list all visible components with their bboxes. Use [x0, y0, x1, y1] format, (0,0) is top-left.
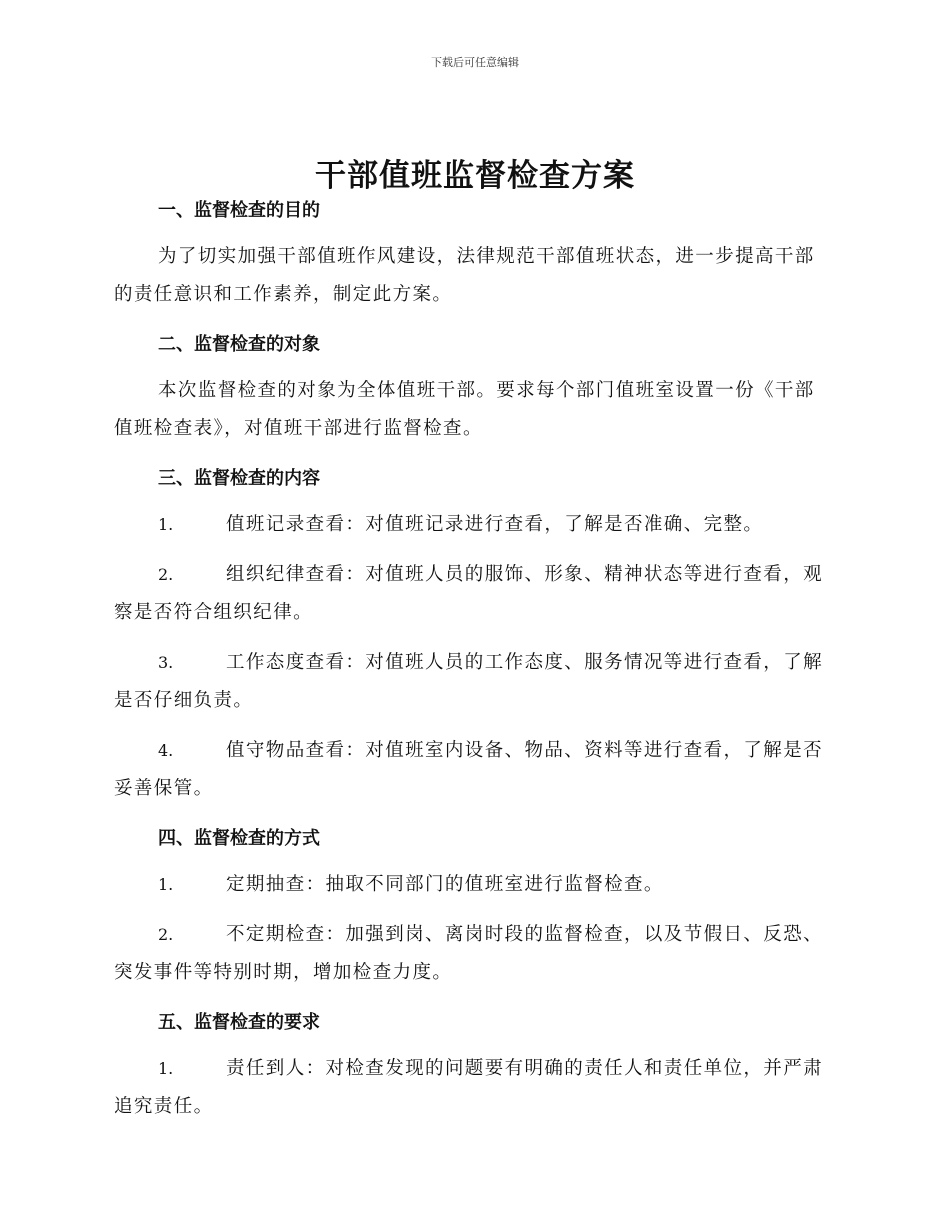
section-heading-method: 四、监督检查的方式: [158, 828, 320, 849]
section-heading-requirements: 五、监督检查的要求: [158, 1012, 320, 1033]
header-note: 下载后可任意编辑: [431, 56, 519, 69]
section-paragraph-purpose: 为了切实加强干部值班作风建设，法律规范干部值班状态，进一步提高干部的责任意识和工作素养，制定此方案。: [114, 246, 815, 305]
list-item: [114, 644, 834, 720]
list-item: [114, 732, 834, 808]
list-item-number: 2.: [158, 925, 174, 944]
list-item-number: 4.: [158, 741, 174, 760]
list-item: [114, 866, 834, 904]
list-item: [114, 1050, 834, 1126]
list-item-text: 不定期检查：加强到岗、离岗时段的监督检查，以及节假日、反恐、突发事件等特别时期，增加检查力度。: [114, 924, 824, 983]
list-item-text: 值守物品查看：对值班室内设备、物品、资料等进行查看，了解是否妥善保管。: [114, 740, 824, 799]
list-item-number: 1.: [158, 875, 174, 894]
list-item-number: 1.: [158, 1059, 174, 1078]
section-heading-content: 三、监督检查的内容: [158, 468, 320, 489]
list-item-text: 定期抽查：抽取不同部门的值班室进行监督检查。: [226, 874, 664, 895]
section-heading-purpose: 一、监督检查的目的: [158, 200, 320, 221]
list-item-number: 2.: [158, 565, 174, 584]
list-item-number: 1.: [158, 515, 174, 534]
list-item: [114, 506, 834, 544]
list-item-text: 组织纪律查看：对值班人员的服饰、形象、精神状态等进行查看，观察是否符合组织纪律。: [114, 564, 824, 623]
list-item-text: 工作态度查看：对值班人员的工作态度、服务情况等进行查看，了解是否仔细负责。: [114, 652, 824, 711]
section-heading-target: 二、监督检查的对象: [158, 334, 320, 355]
document-body: [114, 196, 834, 1126]
list-item-text: 责任到人：对检查发现的问题要有明确的责任人和责任单位，并严肃追究责任。: [114, 1058, 824, 1117]
list-item: [114, 556, 834, 632]
document-title: 干部值班监督检查方案: [315, 158, 635, 194]
list-item-text: 值班记录查看：对值班记录进行查看，了解是否准确、完整。: [226, 514, 764, 535]
list-item-number: 3.: [158, 653, 174, 672]
list-item: [114, 916, 834, 992]
section-paragraph-target: 本次监督检查的对象为全体值班干部。要求每个部门值班室设置一份《干部值班检查表》，对值班干部进行监督检查。: [114, 380, 815, 439]
